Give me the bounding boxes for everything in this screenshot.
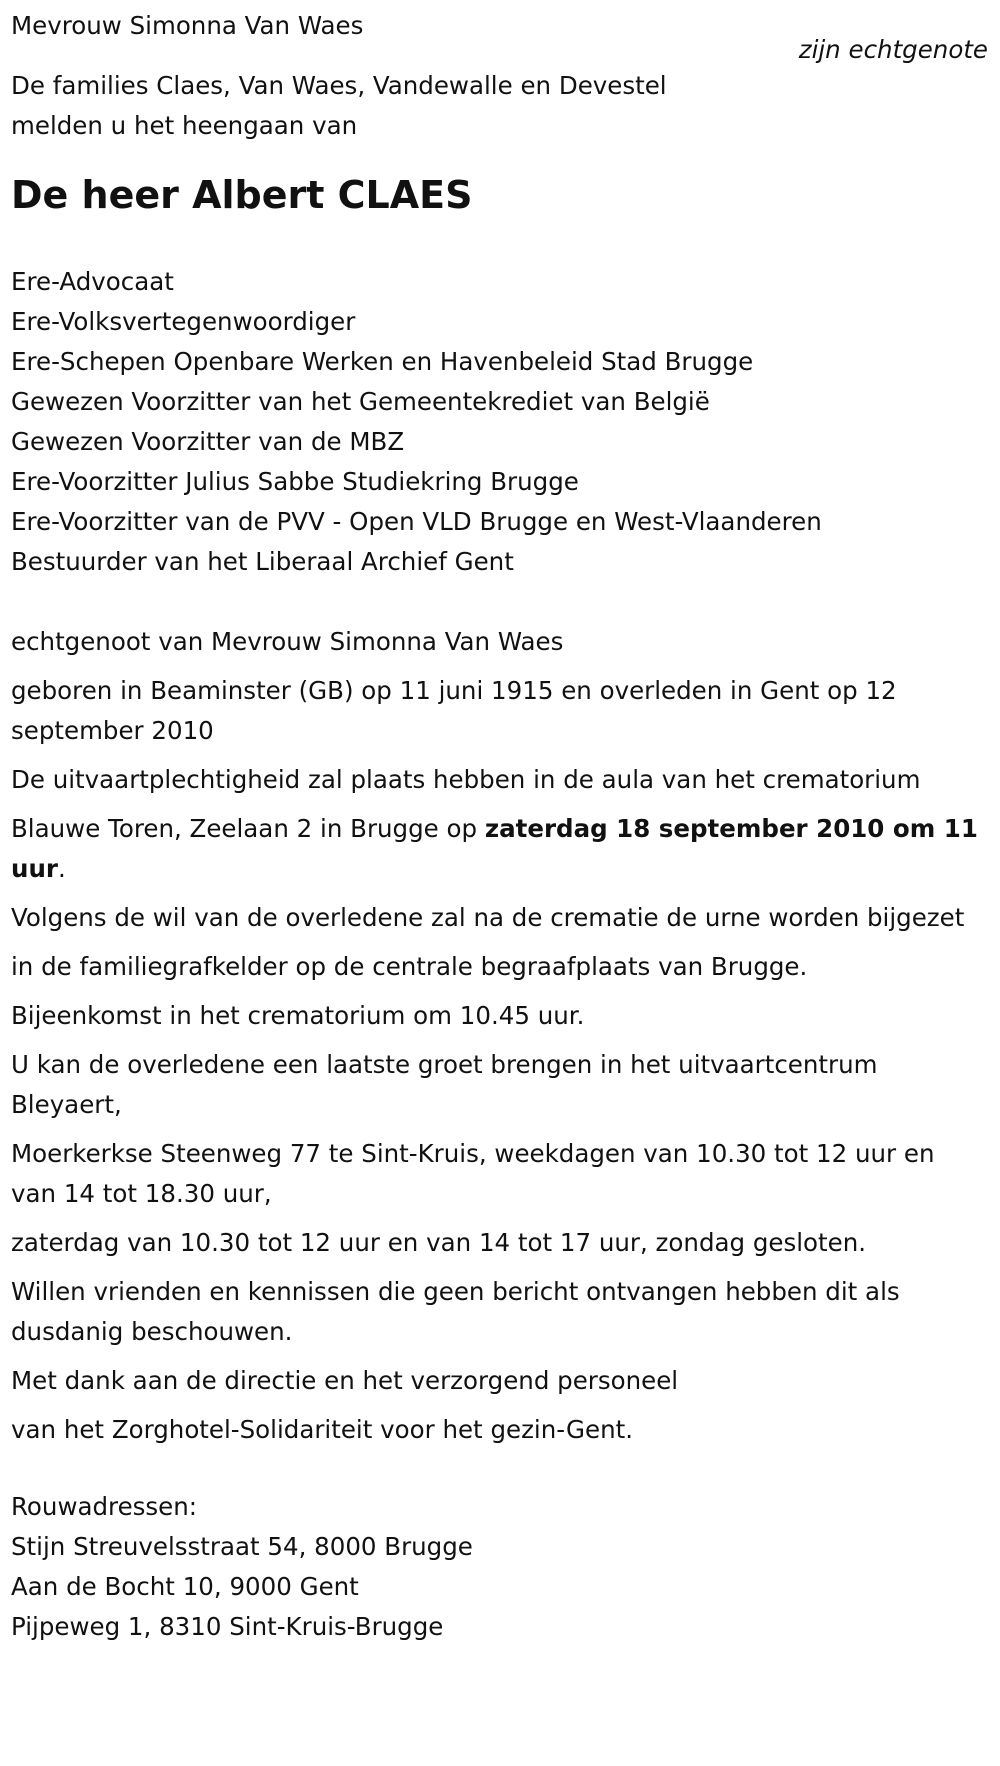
ceremony-paragraph: De uitvaartplechtigheid zal plaats hebben in de aula van het crematorium bbox=[11, 765, 921, 794]
families-line: De families Claes, Van Waes, Vandewalle en Devestel bbox=[11, 71, 667, 100]
location-paragraph bbox=[11, 809, 986, 889]
obituary-notice bbox=[11, 0, 986, 1647]
announcement-line: melden u het heengaan van bbox=[11, 111, 358, 140]
title-item: Ere-Schepen Openbare Werken en Havenbeleid Stad Brugge bbox=[11, 347, 754, 376]
address-item: Pijpeweg 1, 8310 Sint-Kruis-Brugge bbox=[11, 1612, 444, 1641]
title-item: Ere-Advocaat bbox=[11, 267, 174, 296]
visit-paragraph: U kan de overledene een laatste groet brengen in het uitvaartcentrum Bleyaert, bbox=[11, 1050, 878, 1119]
birth-death-paragraph: geboren in Beaminster (GB) op 11 juni 1915 en overleden in Gent op 12 september 2010 bbox=[11, 676, 897, 745]
families-announcement bbox=[11, 66, 986, 146]
urn-paragraph: Volgens de wil van de overledene zal na de crematie de urne worden bijgezet bbox=[11, 903, 965, 932]
location-text: Blauwe Toren, Zeelaan 2 in Brugge op bbox=[11, 814, 485, 843]
titles-list bbox=[11, 262, 986, 582]
title-item: Ere-Volksvertegenwoordiger bbox=[11, 307, 356, 336]
urn-location-paragraph: in de familiegrafkelder op de centrale begraafplaats van Brugge. bbox=[11, 952, 808, 981]
visit-hours-paragraph: Moerkerkse Steenweg 77 te Sint-Kruis, weekdagen van 10.30 tot 12 uur en van 14 tot 18.30 uur, bbox=[11, 1139, 935, 1208]
location-end: . bbox=[57, 854, 66, 883]
title-item: Ere-Voorzitter van de PVV - Open VLD Brugge en West-Vlaanderen bbox=[11, 507, 822, 536]
spouse-of: echtgenoot van Mevrouw Simonna Van Waes bbox=[11, 627, 564, 656]
deceased-name: De heer Albert CLAES bbox=[11, 173, 473, 217]
notice-paragraph: Willen vrienden en kennissen die geen bericht ontvangen hebben dit als dusdanig beschouwen. bbox=[11, 1277, 900, 1346]
addresses-heading: Rouwadressen: bbox=[11, 1492, 198, 1521]
title-item: Gewezen Voorzitter van het Gemeentekrediet van België bbox=[11, 387, 710, 416]
spouse-header bbox=[11, 0, 988, 64]
condolence-addresses bbox=[11, 1487, 986, 1647]
thanks-paragraph: Met dank aan de directie en het verzorgend personeel bbox=[11, 1366, 679, 1395]
title-item: Ere-Voorzitter Julius Sabbe Studiekring Brugge bbox=[11, 467, 579, 496]
title-item: Gewezen Voorzitter van de MBZ bbox=[11, 427, 405, 456]
thanks-institution-paragraph: van het Zorghotel-Solidariteit voor het gezin-Gent. bbox=[11, 1415, 633, 1444]
title-item: Bestuurder van het Liberaal Archief Gent bbox=[11, 547, 514, 576]
visit-weekend-paragraph: zaterdag van 10.30 tot 12 uur en van 14 tot 17 uur, zondag gesloten. bbox=[11, 1228, 867, 1257]
address-item: Aan de Bocht 10, 9000 Gent bbox=[11, 1572, 359, 1601]
spouse-name: Mevrouw Simonna Van Waes bbox=[11, 11, 364, 40]
gathering-paragraph: Bijeenkomst in het crematorium om 10.45 uur. bbox=[11, 1001, 585, 1030]
spouse-role: zijn echtgenote bbox=[798, 35, 988, 64]
address-item: Stijn Streuvelsstraat 54, 8000 Brugge bbox=[11, 1532, 473, 1561]
ceremony-date: zaterdag 18 september 2010 om 11 uur bbox=[11, 814, 978, 883]
